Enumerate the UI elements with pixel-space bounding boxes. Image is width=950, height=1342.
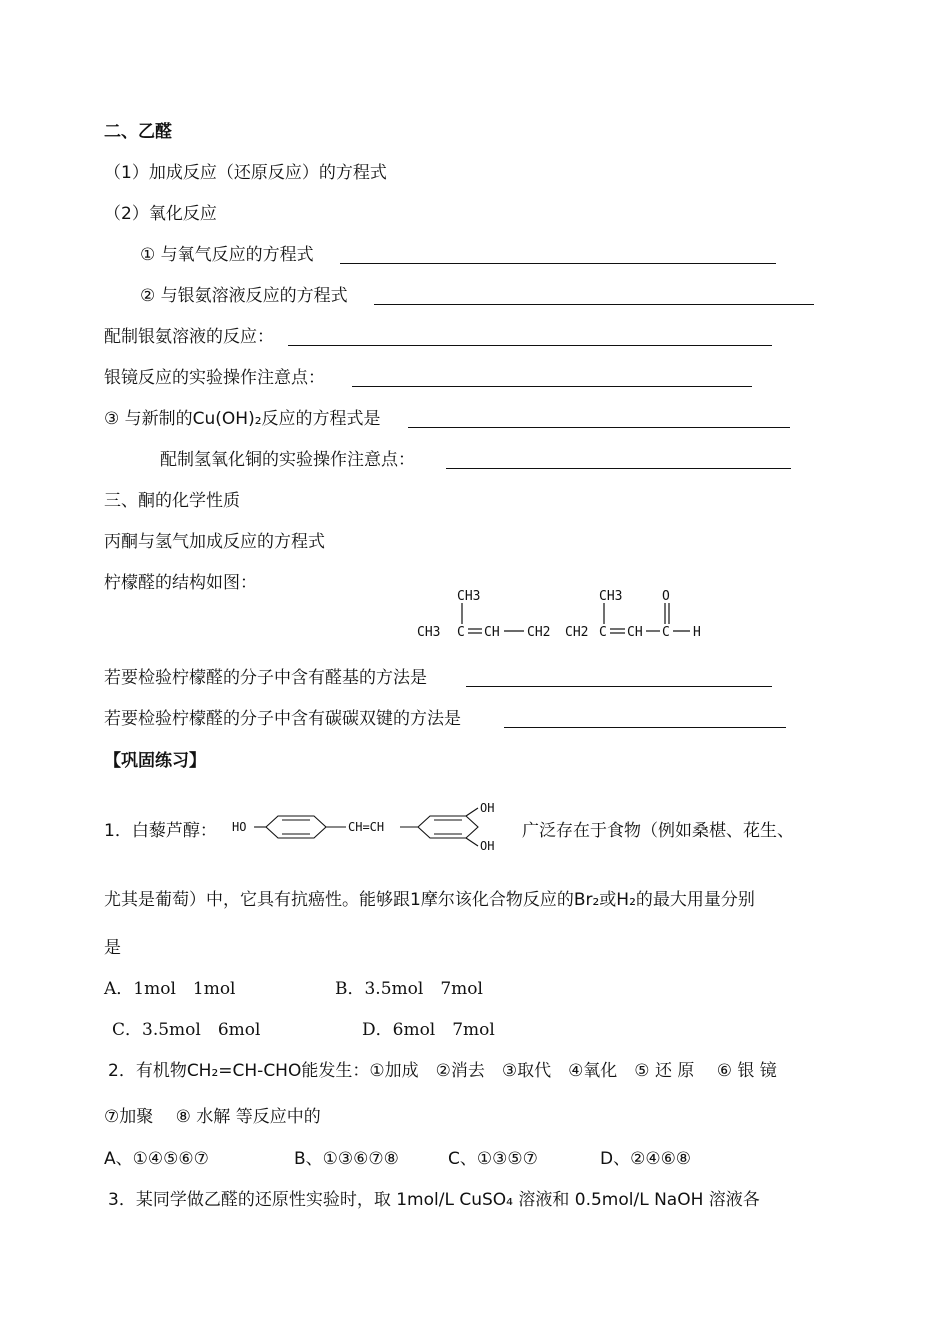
citral-c1: C xyxy=(457,625,465,640)
q1-prefix: 1．白藜芦醇： xyxy=(104,821,217,841)
citral-ch2-b: CH2 xyxy=(565,625,589,640)
answer-blank-copper-hydroxide[interactable] xyxy=(408,427,790,428)
citral-h: H xyxy=(693,625,701,640)
answer-blank-mirror-notes[interactable] xyxy=(352,386,752,387)
item-2-3-copper-hydroxide: ③ 与新制的Cu(OH)₂反应的方程式是 xyxy=(104,409,381,429)
prep-silver-ammonia-label: 配制银氨溶液的反应： xyxy=(104,327,274,347)
answer-blank-alkene-test[interactable] xyxy=(504,727,786,728)
q1-option-a[interactable]: A．1mol 1mol xyxy=(104,979,236,999)
item-1-addition: （1）加成反应（还原反应）的方程式 xyxy=(104,163,387,183)
citral-ch3-left: CH3 xyxy=(457,589,481,604)
citral-oxygen: O xyxy=(662,589,670,604)
citral-intro: 柠檬醛的结构如图： xyxy=(104,573,257,593)
citral-ch2: CH xyxy=(627,625,643,640)
q1-option-d[interactable]: D．6mol 7mol xyxy=(362,1020,495,1040)
citral-ch3-start: CH3 xyxy=(417,625,441,640)
citral-ch1: CH xyxy=(484,625,500,640)
resveratrol-vinyl: CH=CH xyxy=(348,820,385,834)
resveratrol-oh-top: OH xyxy=(480,801,495,815)
q3-line-1: 3．某同学做乙醛的还原性实验时，取 1mol/L CuSO₄ 溶液和 0.5mol/L NaOH 溶液各 xyxy=(108,1190,760,1210)
item-2-oxidation: （2）氧化反应 xyxy=(104,204,217,224)
answer-blank-aldehyde-test[interactable] xyxy=(466,686,772,687)
section-3-title: 三、酮的化学性质 xyxy=(104,491,240,511)
q2-option-d[interactable]: D、②④⑥⑧ xyxy=(600,1149,692,1169)
q2-option-b[interactable]: B、①③⑥⑦⑧ xyxy=(294,1149,399,1169)
question-aldehyde-test: 若要检验柠檬醛的分子中含有醛基的方法是 xyxy=(104,668,427,688)
acetone-hydrogenation-label: 丙酮与氢气加成反应的方程式 xyxy=(104,532,325,552)
q2-option-a[interactable]: A、①④⑤⑥⑦ xyxy=(104,1149,209,1169)
answer-blank-oxygen[interactable] xyxy=(340,263,776,264)
q1-line-3: 是 xyxy=(104,938,121,958)
citral-c2: C xyxy=(599,625,607,640)
question-alkene-test: 若要检验柠檬醛的分子中含有碳碳双键的方法是 xyxy=(104,709,461,729)
resveratrol-oh-bottom: OH xyxy=(480,839,495,853)
copper-hydroxide-notes-label: 配制氢氧化铜的实验操作注意点： xyxy=(160,450,415,470)
item-2-2-silver-ammonia: ② 与银氨溶液反应的方程式 xyxy=(140,286,348,306)
q2-line-2: ⑦加聚 ⑧ 水解 等反应中的 xyxy=(104,1107,321,1127)
citral-structure-diagram xyxy=(412,584,712,654)
answer-blank-prep-silver[interactable] xyxy=(288,345,772,346)
section-2-title: 二、乙醛 xyxy=(104,122,172,142)
resveratrol-structure-diagram xyxy=(232,796,517,858)
q1-suffix: 广泛存在于食物（例如桑椹、花生、 xyxy=(522,821,794,841)
q1-option-b[interactable]: B．3.5mol 7mol xyxy=(335,979,483,999)
q2-option-c[interactable]: C、①③⑤⑦ xyxy=(448,1149,538,1169)
q1-line-2: 尤其是葡萄）中，它具有抗癌性。能够跟1摩尔该化合物反应的Br₂或H₂的最大用量分别 xyxy=(104,890,755,910)
q2-line-1: 2．有机物CH₂=CH-CHO能发生：①加成 ②消去 ③取代 ④氧化 ⑤ 还 原 ⑥ 银 镜 xyxy=(108,1061,777,1081)
practice-title: 【巩固练习】 xyxy=(104,751,206,771)
resveratrol-ho: HO xyxy=(232,820,247,834)
q1-option-c[interactable]: C．3.5mol 6mol xyxy=(112,1020,261,1040)
answer-blank-silver-ammonia[interactable] xyxy=(374,304,814,305)
silver-mirror-notes-label: 银镜反应的实验操作注意点： xyxy=(104,368,325,388)
item-2-1-oxygen: ① 与氧气反应的方程式 xyxy=(140,245,314,265)
citral-c3: C xyxy=(662,625,670,640)
citral-ch2-a: CH2 xyxy=(527,625,551,640)
citral-ch3-right: CH3 xyxy=(599,589,623,604)
answer-blank-cu-notes[interactable] xyxy=(446,468,791,469)
